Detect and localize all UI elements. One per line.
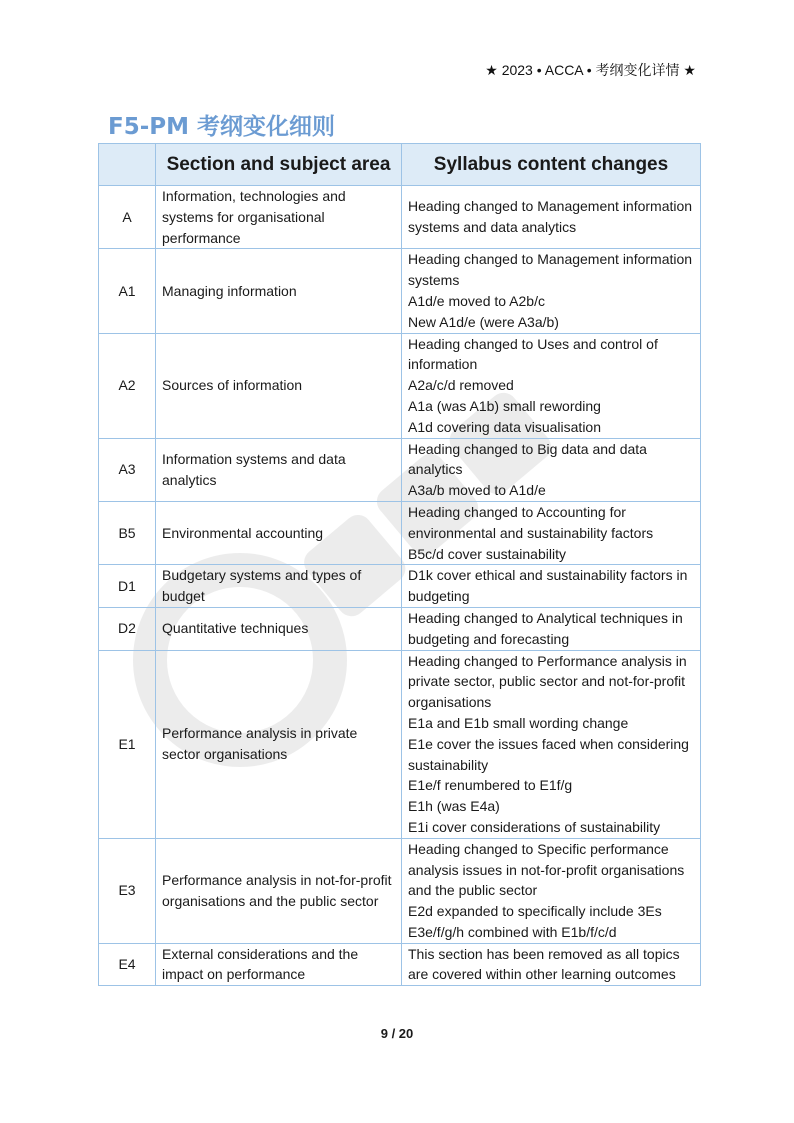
change-line: sustainability <box>408 756 489 773</box>
row-code: E1 <box>99 650 156 838</box>
header-code <box>99 144 156 186</box>
subject-area-line: Managing information <box>162 282 297 299</box>
row-content-changes <box>402 186 701 249</box>
row-subject-area <box>156 501 402 564</box>
change-line: E1h (was E4a) <box>408 798 500 815</box>
row-content-changes <box>402 838 701 943</box>
subject-area-line: performance <box>162 229 241 246</box>
page-number: 9 / 20 <box>380 1026 414 1041</box>
subject-area-line: Information, technologies and <box>162 188 346 204</box>
change-line: analytics <box>408 461 463 478</box>
change-line: A1d covering data visualisation <box>408 418 602 435</box>
row-code: D2 <box>99 607 156 650</box>
row-subject-area <box>156 438 402 501</box>
change-line: E1e/f renumbered to E1f/g <box>408 777 573 794</box>
table-header-row <box>99 144 701 186</box>
table-row <box>99 333 701 438</box>
change-line: This section has been removed as all topics <box>408 945 680 962</box>
change-line: budgeting <box>408 588 470 605</box>
row-code: A2 <box>99 333 156 438</box>
change-line: A3a/b moved to A1d/e <box>408 482 546 499</box>
change-line: systems and data analytics <box>408 219 577 236</box>
subject-area-line: systems for organisational <box>162 208 325 225</box>
change-line: E1e cover the issues faced when considering <box>408 735 689 752</box>
change-line: systems <box>408 272 460 289</box>
row-content-changes <box>402 943 701 986</box>
row-code: E3 <box>99 838 156 943</box>
table-row <box>99 186 701 249</box>
subject-area-line: Budgetary systems and types of <box>162 567 362 584</box>
subject-area-line: Sources of information <box>162 377 303 394</box>
subject-area-line: impact on performance <box>162 966 306 983</box>
table-row <box>99 501 701 564</box>
table-row <box>99 249 701 333</box>
table-row <box>99 943 701 986</box>
change-line: Heading changed to Uses and control of <box>408 335 658 352</box>
change-line: New A1d/e (were A3a/b) <box>408 313 559 330</box>
change-line: organisations <box>408 694 492 711</box>
change-line: Heading changed to Accounting for <box>408 503 626 520</box>
table-row <box>99 438 701 501</box>
change-line: are covered within other learning outcomes <box>408 966 676 983</box>
table-row <box>99 838 701 943</box>
change-line: D1k cover ethical and sustainability factors in <box>408 567 688 584</box>
subject-area-line: sector organisations <box>162 746 288 763</box>
change-line: information <box>408 356 478 373</box>
subject-area-line: organisations and the public sector <box>162 892 379 909</box>
table-row <box>99 565 701 608</box>
syllabus-table <box>98 143 701 986</box>
row-content-changes <box>402 650 701 838</box>
row-subject-area <box>156 838 402 943</box>
change-line: Heading changed to Management information <box>408 251 693 268</box>
subject-area-line: Quantitative techniques <box>162 620 309 637</box>
header-content-changes: Syllabus content changes <box>402 144 701 186</box>
row-content-changes <box>402 438 701 501</box>
table-row <box>99 650 701 838</box>
row-code: A3 <box>99 438 156 501</box>
row-content-changes <box>402 501 701 564</box>
subject-area-line: Information systems and data <box>162 450 346 467</box>
change-line: A2a/c/d removed <box>408 377 514 394</box>
row-subject-area <box>156 650 402 838</box>
change-line: private sector, public sector and not-for-profit <box>408 673 686 690</box>
subject-area-line: External considerations and the <box>162 945 359 962</box>
row-content-changes <box>402 607 701 650</box>
subject-area-line: Performance analysis in private <box>162 725 358 742</box>
row-subject-area <box>156 607 402 650</box>
change-line: A1a (was A1b) small rewording <box>408 397 601 414</box>
change-line: Heading changed to Performance analysis in <box>408 652 687 669</box>
change-line: environmental and sustainability factors <box>408 524 654 541</box>
page-title: F5-PM 考纲变化细则 <box>108 114 336 140</box>
row-content-changes <box>402 249 701 333</box>
row-subject-area <box>156 333 402 438</box>
row-subject-area <box>156 249 402 333</box>
change-line: A1d/e moved to A2b/c <box>408 292 545 309</box>
row-content-changes <box>402 565 701 608</box>
change-line: Heading changed to Analytical techniques in <box>408 609 683 626</box>
change-line: Heading changed to Specific performance <box>408 840 669 857</box>
row-subject-area <box>156 565 402 608</box>
change-line: Heading changed to Big data and data <box>408 440 647 457</box>
change-line: Heading changed to Management information <box>408 198 693 215</box>
row-subject-area <box>156 943 402 986</box>
change-line: E1i cover considerations of sustainability <box>408 818 661 835</box>
row-subject-area <box>156 186 402 249</box>
change-line: E1a and E1b small wording change <box>408 714 629 731</box>
row-content-changes <box>402 333 701 438</box>
row-code: D1 <box>99 565 156 608</box>
change-line: budgeting and forecasting <box>408 630 570 647</box>
change-line: B5c/d cover sustainability <box>408 545 566 562</box>
row-code: B5 <box>99 501 156 564</box>
subject-area-line: Performance analysis in not-for-profit <box>162 871 392 888</box>
subject-area-line: analytics <box>162 471 217 488</box>
header-section-area: Section and subject area <box>156 144 402 186</box>
row-code: E4 <box>99 943 156 986</box>
header-banner: ★ 2023 • ACCA • 考纲变化详情 ★ <box>485 62 696 78</box>
change-line: E2d expanded to specifically include 3Es <box>408 903 662 920</box>
row-code: A1 <box>99 249 156 333</box>
change-line: analysis issues in not-for-profit organisations <box>408 861 685 878</box>
row-code: A <box>99 186 156 249</box>
change-line: E3e/f/g/h combined with E1b/f/c/d <box>408 923 617 940</box>
subject-area-line: budget <box>162 588 205 605</box>
change-line: and the public sector <box>408 882 538 899</box>
subject-area-line: Environmental accounting <box>162 524 324 541</box>
table-row <box>99 607 701 650</box>
